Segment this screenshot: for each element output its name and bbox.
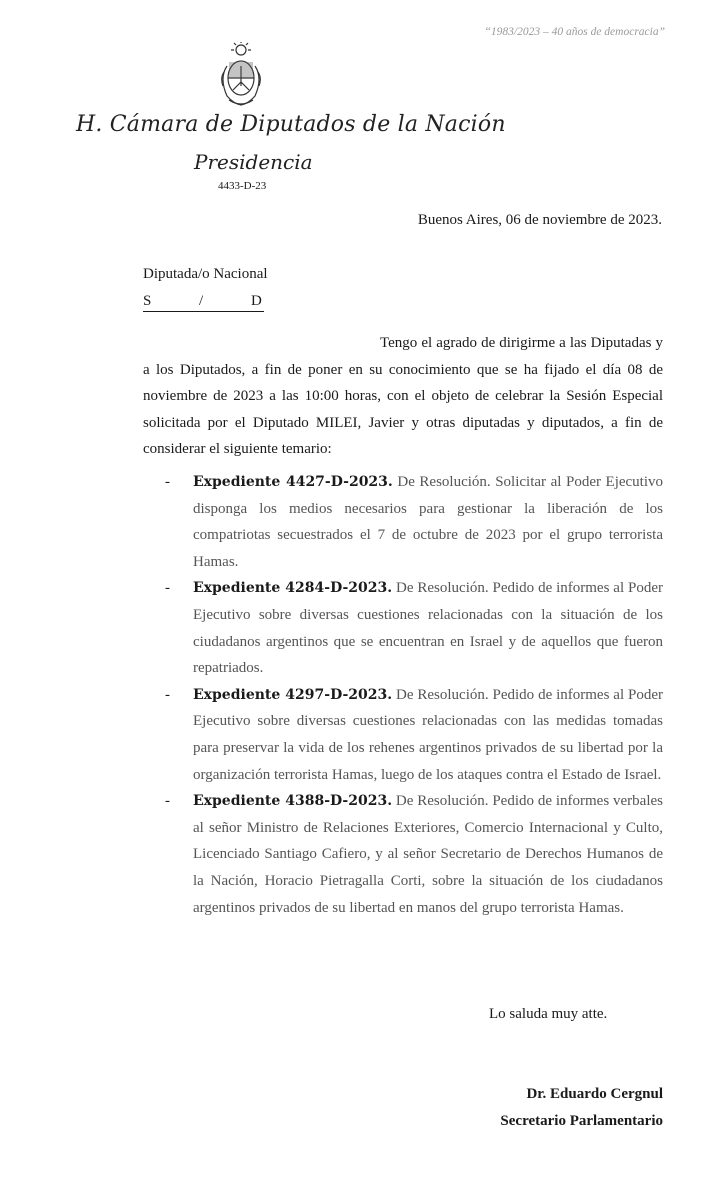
document-number: 4433-D-23	[218, 180, 267, 192]
expediente-number: Expediente 4297-D-2023.	[193, 686, 393, 703]
agenda-item-text: De Resolución. Solicitar al Poder Ejecutivo disponga los medios necesarios para gestionar la liberación de los compatriotas secuestrados el 7 de octubre de 2023 por el grupo terrorista Hamas.	[193, 474, 664, 570]
intro-paragraph	[143, 330, 663, 463]
agenda-item-text: De Resolución. Pedido de informes al Poder Ejecutivo sobre diversas cuestiones relacionadas con las medidas tomadas para preservar la vida de los rehenes argentinos privados de su libertad por la organización terrorista Hamas, luego de los ataques contra el Estado de Israel.	[193, 686, 664, 783]
signatory-name: Dr. Eduardo Cergnul	[526, 1086, 663, 1102]
expediente-number: Expediente 4284-D-2023.	[193, 580, 393, 597]
list-dash: -	[165, 793, 170, 810]
list-dash: -	[165, 686, 170, 703]
addressee-s: S	[143, 293, 152, 309]
chamber-title: H. Cámara de Diputados de la Nación	[76, 112, 506, 137]
argentina-coat-of-arms-icon	[216, 42, 266, 108]
expediente-number: Expediente 4388-D-2023.	[193, 793, 393, 810]
agenda-list	[165, 469, 663, 921]
list-dash: -	[165, 474, 170, 490]
addressee-sd	[143, 293, 264, 312]
agenda-item	[165, 682, 663, 788]
addressee-d: D	[251, 293, 262, 309]
addressee-slash: /	[199, 293, 204, 309]
agenda-item	[165, 469, 663, 575]
agenda-item	[165, 575, 663, 681]
addressee-line: Diputada/o Nacional	[143, 266, 268, 282]
closing-greeting: Lo saluda muy atte.	[489, 1006, 608, 1022]
date-line: Buenos Aires, 06 de noviembre de 2023.	[417, 212, 662, 228]
office-title: Presidencia	[194, 150, 313, 174]
list-dash: -	[165, 580, 170, 597]
signatory-title: Secretario Parlamentario	[500, 1113, 663, 1129]
agenda-item-text: De Resolución. Pedido de informes verbales al señor Ministro de Relaciones Exteriores, Comercio Internacional y Culto, Licenciado Santiago Cafiero, y al señor Secretario de Derechos Humanos de la Nación, Horacio Pietragalla Corti, sobre la situación de los ciudadanos argentinos privados de su libertad en manos del grupo terrorista Hamas.	[193, 793, 663, 916]
header-motto: “1983/2023 – 40 años de democracia”	[484, 26, 665, 38]
expediente-number: Expediente 4427-D-2023.	[193, 474, 393, 490]
agenda-item	[165, 788, 663, 921]
agenda-item-text: De Resolución. Pedido de informes al Poder Ejecutivo sobre diversas cuestiones relacionadas con la situación de los ciudadanos argentinos que se encuentran en Israel y de aquellos que fueron repatriados.	[193, 580, 664, 677]
intro-text: Tengo el agrado de dirigirme a las Diputadas y a los Diputados, a fin de poner en su conocimiento que se ha fijado el día 08 de noviembre de 2023 a las 10:00 horas, con el objeto de celebrar la Sesión Especial solicitada por el Diputado MILEI, Javier y otras diputadas y diputados, a fin de considerar el siguiente temario:	[143, 335, 663, 458]
